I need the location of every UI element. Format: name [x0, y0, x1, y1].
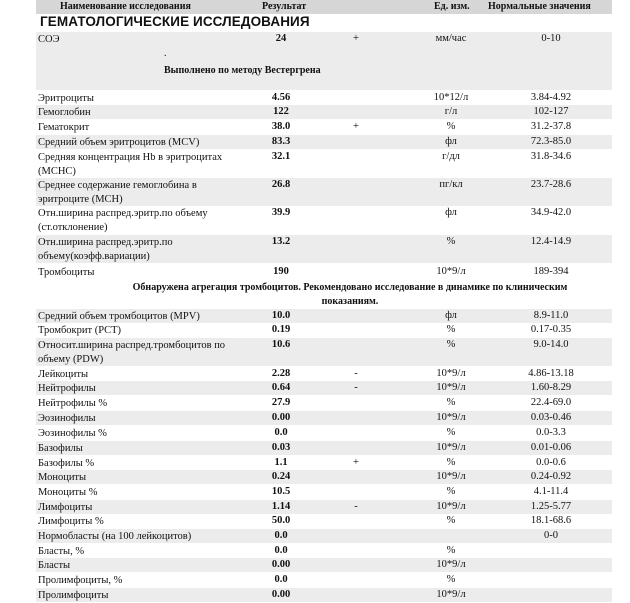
- cell-result: 32.1: [271, 151, 291, 162]
- cell-name: Нормобласты (на 100 лейкоцитов): [38, 531, 192, 542]
- cell-name: Гемоглобин: [38, 107, 91, 118]
- cell-result: 39.9: [271, 207, 291, 218]
- cell-result: 10.0: [271, 310, 291, 321]
- cell-result: 83.3: [271, 136, 291, 147]
- cell-unit: пг/кл: [439, 179, 463, 190]
- table-row: [36, 441, 612, 455]
- cell-result: 190: [273, 266, 289, 277]
- table-row: [36, 573, 612, 587]
- table-row: [36, 206, 612, 234]
- table-row: [36, 544, 612, 558]
- cell-name: Эозинофилы: [38, 413, 96, 424]
- esr-name: СОЭ: [38, 34, 60, 45]
- cell-ref: 0.24-0.92: [530, 471, 572, 482]
- cell-unit: 10*12/л: [433, 92, 469, 103]
- cell-result: 10.6: [271, 339, 291, 350]
- esr-dot: .: [164, 48, 167, 59]
- cell-flag: -: [354, 368, 358, 379]
- cell-unit: 10*9/л: [436, 442, 466, 453]
- cell-result: 0.00: [271, 589, 291, 600]
- cell-name: Бласты, %: [38, 546, 85, 557]
- esr-method-note: Выполнено по методу Вестергрена: [164, 65, 321, 76]
- table-row: [36, 411, 612, 425]
- cell-unit: 10*9/л: [436, 382, 466, 393]
- cell-unit: %: [446, 236, 456, 247]
- cell-result: 50.0: [271, 515, 291, 526]
- cell-unit: фл: [445, 207, 457, 218]
- cell-unit: г/дл: [442, 151, 460, 162]
- table-row: [36, 265, 612, 279]
- table-row: [36, 558, 612, 572]
- cell-ref: 0.01-0.06: [530, 442, 572, 453]
- cell-unit: фл: [445, 310, 457, 321]
- cell-name: Гематокрит: [38, 122, 90, 133]
- cell-ref: 23.7-28.6: [530, 179, 572, 190]
- cell-result: 0.0: [274, 530, 288, 541]
- cell-ref: 31.8-34.6: [530, 151, 572, 162]
- cell-unit: %: [446, 339, 456, 350]
- cell-unit: 10*9/л: [436, 266, 466, 277]
- cell-unit: %: [446, 121, 456, 132]
- cell-unit: %: [446, 324, 456, 335]
- cell-ref: 34.9-42.0: [530, 207, 572, 218]
- table-row: [36, 235, 612, 263]
- cell-result: 38.0: [271, 121, 291, 132]
- table-row: [36, 456, 612, 470]
- cell-flag: +: [353, 121, 359, 132]
- header-unit: Ед. изм.: [434, 1, 470, 12]
- cell-ref: 4.1-11.4: [533, 486, 569, 497]
- cell-result: 1.14: [271, 501, 291, 512]
- esr-unit: мм/час: [435, 33, 467, 44]
- esr-flag: +: [353, 33, 359, 44]
- cell-result: 0.19: [271, 324, 291, 335]
- cell-name: Нейтрофилы %: [38, 398, 108, 409]
- cell-ref: 9.0-14.0: [533, 339, 569, 350]
- esr-ref: 0-10: [541, 33, 561, 44]
- table-row: [36, 514, 612, 528]
- cell-name: Моноциты: [38, 472, 87, 483]
- cell-ref: 1.60-8.29: [530, 382, 572, 393]
- cell-ref: 72.3-85.0: [530, 136, 572, 147]
- cell-name: Моноциты %: [38, 487, 98, 498]
- cell-name: Базофилы %: [38, 458, 95, 469]
- cell-result: 122: [273, 106, 289, 117]
- cell-result: 0.00: [271, 412, 291, 423]
- cell-unit: %: [446, 486, 456, 497]
- cell-ref: 31.2-37.8: [530, 121, 572, 132]
- cell-result: 0.0: [274, 427, 288, 438]
- table-row: [36, 396, 612, 410]
- cell-name: Отн.ширина распред.эритр.по объему(коэфф.вариации): [38, 237, 173, 262]
- cell-result: 26.8: [271, 179, 291, 190]
- cell-name: Отн.ширина распред.эритр.по объему (ст.отклонение): [38, 208, 208, 233]
- table-row: [36, 529, 612, 543]
- cell-result: 27.9: [271, 397, 291, 408]
- cell-ref: 189-394: [533, 266, 569, 277]
- esr-row: [36, 32, 612, 90]
- cell-unit: %: [446, 574, 456, 585]
- cell-ref: 12.4-14.9: [530, 236, 572, 247]
- cell-result: 13.2: [271, 236, 291, 247]
- cell-flag: +: [353, 457, 359, 468]
- cell-result: 4.56: [271, 92, 291, 103]
- cell-ref: 0.17-0.35: [530, 324, 572, 335]
- cell-name: Пролимфоциты, %: [38, 575, 123, 586]
- cell-ref: 22.4-69.0: [530, 397, 572, 408]
- table-row: [36, 426, 612, 440]
- cell-ref: 8.9-11.0: [533, 310, 569, 321]
- table-row: [36, 367, 612, 381]
- table-row: [36, 323, 612, 337]
- cell-name: Бласты: [38, 560, 71, 571]
- cell-unit: 10*9/л: [436, 501, 466, 512]
- cell-name: Нейтрофилы: [38, 383, 96, 394]
- cell-ref: 18.1-68.6: [530, 515, 572, 526]
- cell-ref: 4.86-13.18: [528, 368, 574, 379]
- table-row: [36, 150, 612, 178]
- cell-unit: %: [446, 457, 456, 468]
- cell-name: Средний объем тромбоцитов (MPV): [38, 311, 200, 322]
- cell-unit: 10*9/л: [436, 368, 466, 379]
- cell-unit: фл: [445, 136, 457, 147]
- table-row: [36, 120, 612, 134]
- table-row: [36, 485, 612, 499]
- header-result: Результат: [262, 1, 307, 12]
- header-ref: Нормальные значения: [488, 1, 591, 12]
- cell-unit: %: [446, 427, 456, 438]
- cell-result: 0.64: [271, 382, 291, 393]
- cell-ref: 0.0-0.6: [536, 457, 566, 468]
- table-row: [36, 470, 612, 484]
- cell-unit: %: [446, 515, 456, 526]
- cell-name: Эритроциты: [38, 93, 94, 104]
- cell-unit: 10*9/л: [436, 412, 466, 423]
- cell-name: Пролимфоциты: [38, 590, 109, 601]
- cell-result: 10.5: [271, 486, 291, 497]
- cell-unit: г/л: [444, 106, 458, 117]
- cell-result: 0.00: [271, 559, 291, 570]
- table-row: [36, 381, 612, 395]
- cell-ref: 0-0: [544, 530, 558, 541]
- table-row: [36, 135, 612, 149]
- cell-name: Относит.ширина распред.тромбоцитов по объему (PDW): [38, 340, 226, 365]
- cell-result: 0.0: [274, 545, 288, 556]
- cell-name: Среднее содержание гемоглобина в эритроците (MCH): [38, 180, 197, 205]
- cell-name: Средний объем эритроцитов (MCV): [38, 137, 200, 148]
- cell-result: 0.03: [271, 442, 291, 453]
- table-row: [36, 178, 612, 206]
- table-row: [36, 91, 612, 105]
- cell-name: Тромбокрит (PCT): [38, 325, 121, 336]
- header-name: Наименование исследования: [60, 1, 191, 12]
- table-header: [36, 0, 612, 14]
- cell-name: Тромбоциты: [38, 267, 95, 278]
- table-row: [36, 338, 612, 366]
- cell-unit: 10*9/л: [436, 471, 466, 482]
- section-title: ГЕМАТОЛОГИЧЕСКИЕ ИССЛЕДОВАНИЯ: [40, 14, 310, 29]
- cell-name: Лейкоциты: [38, 369, 89, 380]
- cell-unit: %: [446, 545, 456, 556]
- cell-result: 0.24: [271, 471, 291, 482]
- table-row: [36, 500, 612, 514]
- cell-name: Лимфоциты %: [38, 516, 104, 527]
- cell-name: Базофилы: [38, 443, 83, 454]
- cell-ref: 3.84-4.92: [530, 92, 572, 103]
- cell-flag: -: [354, 501, 358, 512]
- table-row: [36, 309, 612, 323]
- cell-ref: 102-127: [533, 106, 569, 117]
- cell-name: Средняя концентрация Hb в эритроцитах (MCHC): [38, 152, 223, 177]
- cell-result: 1.1: [274, 457, 288, 468]
- cell-result: 0.0: [274, 574, 288, 585]
- cell-result: 2.28: [271, 368, 291, 379]
- cell-ref: 0.0-3.3: [536, 427, 566, 438]
- cell-name: Лимфоциты: [38, 502, 93, 513]
- cell-unit: 10*9/л: [436, 589, 466, 600]
- cell-unit: %: [446, 397, 456, 408]
- cell-ref: 0.03-0.46: [530, 412, 572, 423]
- esr-value: 24: [275, 33, 287, 44]
- cell-unit: 10*9/л: [436, 559, 466, 570]
- table-row: [36, 105, 612, 119]
- platelet-note: Обнаружена агрегация тромбоцитов. Рекомендовано исследование в динамике по клиническим показаниям.: [132, 282, 568, 307]
- cell-flag: -: [354, 382, 358, 393]
- cell-name: Эозинофилы %: [38, 428, 107, 439]
- cell-ref: 1.25-5.77: [530, 501, 572, 512]
